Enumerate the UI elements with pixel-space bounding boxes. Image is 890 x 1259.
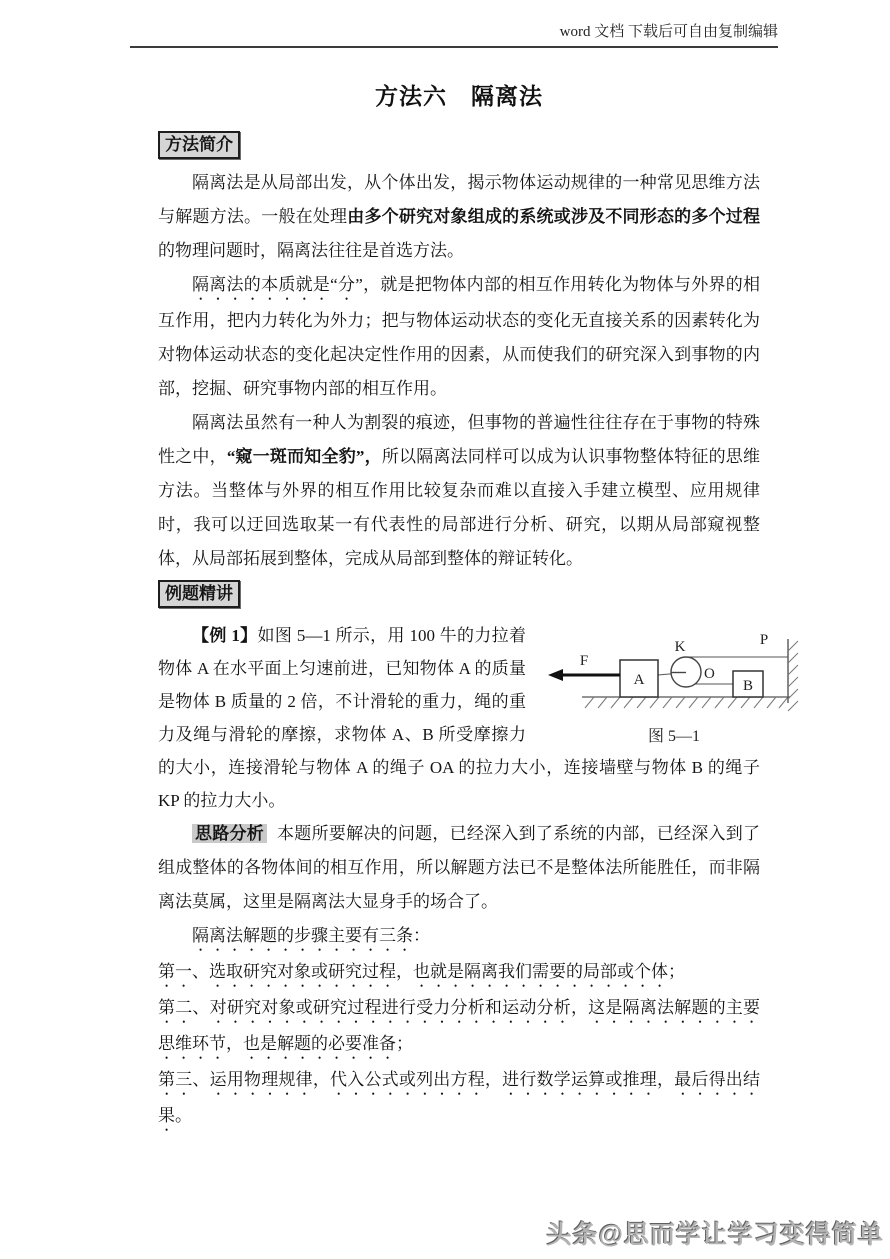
paragraph-text: 所以隔离法同样可以成为认识事物整体特征的思维方法。当整体与外界的相互作用比较复杂而难以直接入手建立模型、应用规律时，我可以迂回选取某一有代表性的局部进行分析、研究，以期从局部窥视整体，从局部拓展到整体，完成从局部到整体的辩证转化。 bbox=[158, 447, 761, 568]
paragraph-text: 隔离法虽然有一种人为割裂的痕迹，但事物的普遍性往往存在于事物的特殊性之中， bbox=[158, 413, 760, 466]
paragraph-text: 隔离法是从局部出发，从个体出发，揭示物体运动规律的一种常见思维方法与解题方法。一般在处理 bbox=[158, 173, 760, 226]
step-1: 第一、选取研究对象或研究过程，也就是隔离我们需要的局部或个体； bbox=[158, 962, 685, 981]
paragraph-bold-text: 由多个研究对象组成的系统或涉及不同形态的多个过程 bbox=[347, 207, 760, 226]
point-o-label: O bbox=[704, 666, 715, 682]
analysis-text: 本题所要解决的问题，已经深入到了系统的内部，已经深入到了组成整体的各物体间的相互作用，所以解题方法已不是整体法所能胜任，而非隔离法莫属，这里是隔离法大显身手的场合了。 bbox=[158, 824, 761, 911]
step-2: 第二、对研究对象或研究过程进行受力分析和运动分析，这是隔离法解题的主要思维环节，也是解题的必要准备； bbox=[158, 998, 760, 1053]
point-p-label: P bbox=[759, 632, 769, 648]
doc-header bbox=[130, 20, 778, 48]
figure-5-1 bbox=[540, 629, 808, 746]
intro-paragraph-3 bbox=[158, 406, 760, 576]
step-3: 第三、运用物理规律，代入公式或列出方程，进行数学运算或推理，最后得出结果。 bbox=[158, 1070, 760, 1125]
page-title: 方法六 隔离法 bbox=[375, 84, 543, 109]
analysis-paragraph bbox=[158, 817, 760, 919]
watermark: 头条@思而学让学习变得简单 bbox=[546, 1221, 884, 1249]
pulley-diagram bbox=[540, 629, 808, 723]
block-a-label: A bbox=[633, 672, 645, 688]
example-label: 【例 1】 bbox=[192, 626, 258, 645]
section-header-examples: 例题精讲 bbox=[158, 580, 240, 608]
intro-paragraph-2 bbox=[158, 268, 760, 406]
block-b-label: B bbox=[742, 678, 754, 694]
force-f-label: F bbox=[579, 653, 589, 669]
example-block bbox=[158, 619, 769, 817]
analysis-label: 思路分析 bbox=[192, 824, 267, 843]
document-content bbox=[158, 78, 769, 1135]
figure-caption: 图 5—1 bbox=[647, 728, 700, 745]
paragraph-bold-text: “窥一斑而知全豹”， bbox=[226, 447, 382, 466]
header-note: word 文档 下载后可自由复制编辑 bbox=[559, 24, 778, 40]
paragraph-emphasized-text: 隔离法的本质就是“分” bbox=[192, 275, 363, 294]
section-header-intro: 方法简介 bbox=[158, 131, 240, 159]
paragraph-text: 的物理问题时，隔离法往往是首选方法。 bbox=[158, 241, 464, 260]
point-k-label: K bbox=[674, 639, 686, 655]
paragraph-text: ，就是把物体内部的相互作用转化为物体与外界的相互作用，把内力转化为外力；把与物体运动状态的变化无直接关系的因素转化为对物体运动状态的变化起决定性作用的因素，从而使我们的研究深入到事物的内部，挖掘、研究事物内部的相互作用。 bbox=[158, 275, 761, 398]
steps-intro: 隔离法解题的步骤主要有三条： bbox=[192, 926, 430, 945]
example-text: 如图 5—1 所示，用 100 牛的力拉着物体 A 在水平面上匀速前进，已知物体 A 的质量是物体 B 质量的 2 倍，不计滑轮的重力，绳的重力及绳与滑轮的摩擦，求物体 A、B 所受摩擦力的大小，连接滑轮与物体 A 的绳子 OA 的拉力大小，连接墙壁与物体 B 的绳子 KP 的拉力大小。 bbox=[158, 626, 760, 810]
intro-paragraph-1 bbox=[158, 166, 760, 268]
